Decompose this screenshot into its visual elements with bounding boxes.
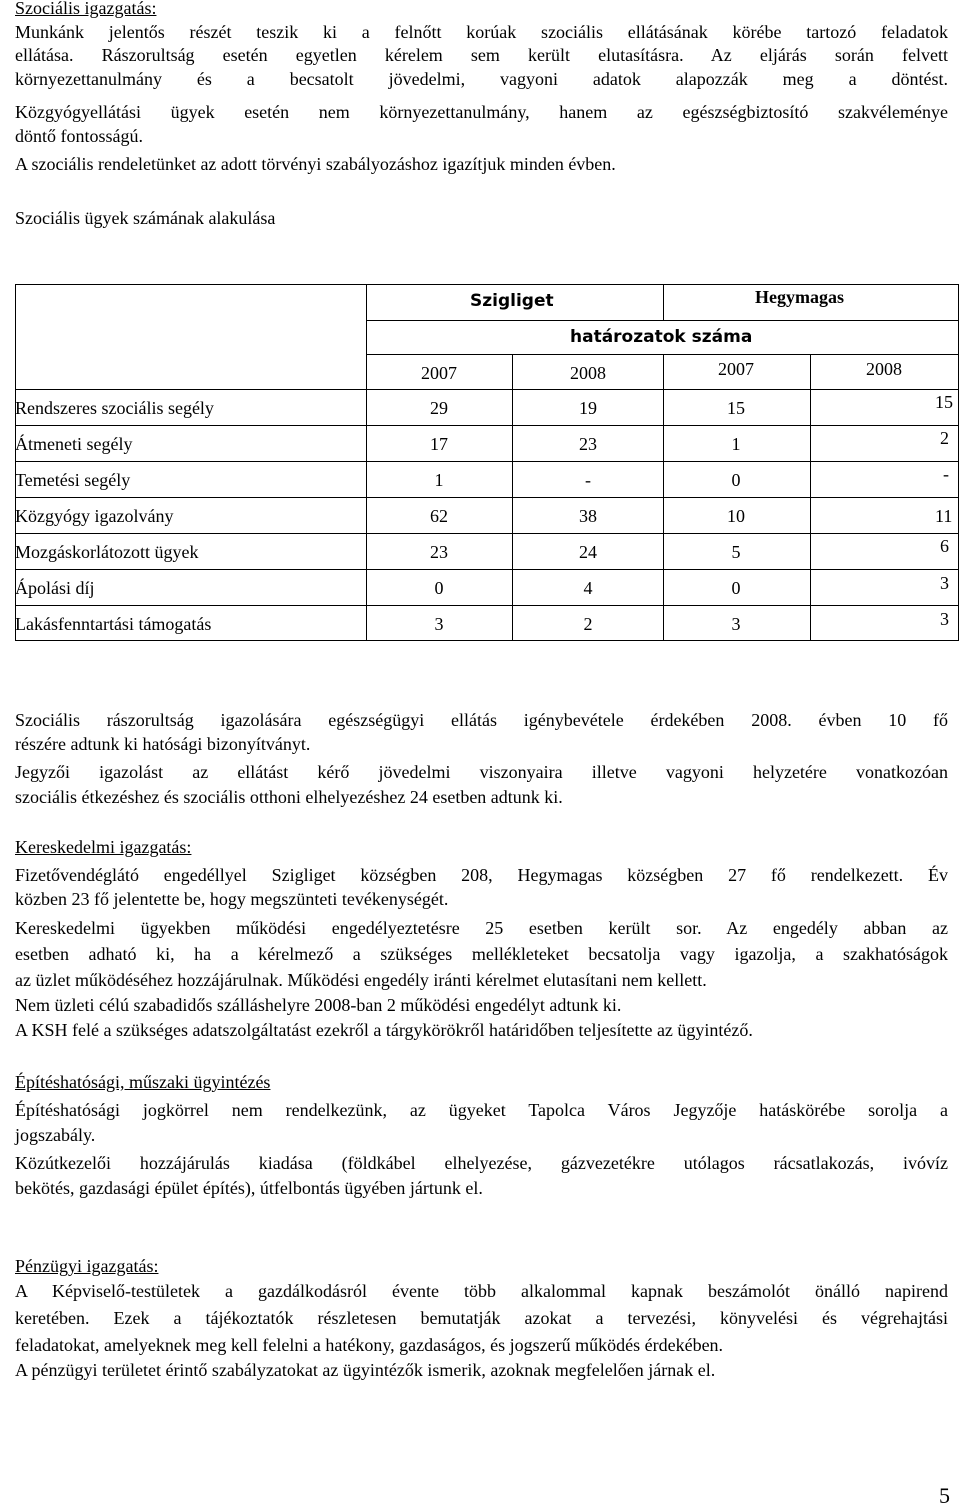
table-title: Szociális ügyek számának alakulása: [15, 208, 276, 228]
table-rule: [15, 605, 959, 606]
paragraph-line: szociális étkezéshez és szociális otthoni elhelyezéshez 24 esetben adtunk ki.: [15, 787, 563, 807]
paragraph-line: A szociális rendeletünket az adott törvényi szabályozáshoz igazítjuk minden évben.: [15, 154, 616, 174]
section-heading-penzugyi: Pénzügyi igazgatás:: [15, 1256, 159, 1276]
year-header: 2007: [421, 363, 457, 383]
row-label: Rendszeres szociális segély: [15, 398, 214, 418]
paragraph-line: keretében. Ezek a tájékoztatók részletesen bemutatják azokat a tervezési, könyvelési és végrehajtási: [15, 1308, 948, 1328]
paragraph-line: bekötés, gazdasági épület építés), útfelbontás ügyében jártunk el.: [15, 1178, 483, 1198]
table-cell: 15: [727, 398, 745, 418]
paragraph-line: közben 23 fő jelentette be, hogy megszünteti tevékenységét.: [15, 889, 449, 909]
row-label: Ápolási díj: [15, 578, 95, 598]
table-cell: 38: [579, 506, 597, 526]
paragraph-line: Munkánk jelentős részét teszik ki a felnőtt korúak szociális ellátásának körébe tartozó feladatok: [15, 22, 948, 42]
table-rule: [366, 354, 959, 355]
table-rule: [15, 461, 959, 462]
table-cell: 2: [583, 614, 593, 634]
table-cell: 62: [430, 506, 448, 526]
social-cases-table: [15, 284, 959, 642]
paragraph-line: döntő fontosságú.: [15, 126, 143, 146]
paragraph-line: Nem üzleti célú szabadidős szálláshelyre 2008-ban 2 működési engedélyt adtunk ki.: [15, 995, 622, 1015]
table-cell: 24: [579, 542, 597, 562]
table-cell: 0: [731, 470, 741, 490]
paragraph-line: A KSH felé a szükséges adatszolgáltatást ezekről a tárgykörökről határidőben teljesítette az ügyintéző.: [15, 1020, 753, 1040]
paragraph-line: Jegyzői igazolást az ellátást kérő jövedelmi viszonyaira illetve vagyoni helyzetére vonatkozóan: [15, 762, 948, 782]
table-rule: [15, 569, 959, 570]
table-rule: [15, 389, 959, 390]
row-label: Átmeneti segély: [15, 434, 133, 454]
table-cell: 11: [935, 506, 953, 526]
table-cell: 17: [430, 434, 448, 454]
table-cell: 3: [940, 573, 949, 593]
page-number: 5: [939, 1483, 950, 1508]
table-cell: 1: [731, 434, 741, 454]
table-cell: 10: [727, 506, 745, 526]
table-cell: 19: [579, 398, 597, 418]
table-cell: 23: [579, 434, 597, 454]
table-divider-group: [663, 284, 664, 321]
table-cell: 15: [935, 392, 953, 412]
row-label: Mozgáskorlátozott ügyek: [15, 542, 199, 562]
table-cell: 0: [434, 578, 444, 598]
table-cell: 0: [731, 578, 741, 598]
paragraph-line: Kereskedelmi ügyekben működési engedélyeztetésre 25 esetben került sor. Az engedély abban az: [15, 918, 948, 938]
table-border-top: [15, 284, 959, 285]
table-border-bottom: [15, 640, 959, 641]
row-label: Lakásfenntartási támogatás: [15, 614, 212, 634]
table-cell: 5: [731, 542, 741, 562]
table-cell: 3: [434, 614, 444, 634]
paragraph-line: feladatokat, amelyeknek meg kell felelni a hatékony, gazdaságos, és jogszerű működés érdekében.: [15, 1335, 724, 1355]
paragraph-line: esetben adható ki, ha a kérelmező a szükséges mellékleteket becsatolja vagy igazolja, a szakhatóságok: [15, 944, 948, 964]
table-rule: [15, 497, 959, 498]
table-cell: 29: [430, 398, 448, 418]
column-subheader: határozatok száma: [570, 327, 753, 347]
table-cell: 3: [731, 614, 741, 634]
table-rule: [366, 320, 959, 321]
section-heading-epitesi: Építéshatósági, műszaki ügyintézés: [15, 1072, 271, 1092]
paragraph-line: jogszabály.: [15, 1125, 96, 1145]
paragraph-line: Közgyógyellátási ügyek esetén nem környezettanulmány, hanem az egészségbiztosító szakvéleménye: [15, 102, 948, 122]
column-group-hegymagas: Hegymagas: [755, 287, 844, 307]
section-heading-kereskedelmi: Kereskedelmi igazgatás:: [15, 837, 192, 857]
table-rule: [15, 425, 959, 426]
table-cell: 6: [940, 536, 949, 556]
paragraph-line: Építéshatósági jogkörrel nem rendelkezünk, az ügyeket Tapolca Város Jegyzője hatáskörébe sorolja a: [15, 1100, 948, 1120]
row-label: Temetési segély: [15, 470, 131, 490]
column-group-szigliget: Szigliget: [470, 291, 554, 311]
table-cell: 23: [430, 542, 448, 562]
paragraph-line: A pénzügyi területet érintő szabályzatokat az ügyintézők ismerik, azoknak megfelelően járnak el.: [15, 1360, 716, 1380]
table-rule: [15, 533, 959, 534]
paragraph-line: az üzlet működéséhez hozzájárulnak. Működési engedély iránti kérelmet elutasítani nem kellett.: [15, 970, 707, 990]
table-border-right: [958, 284, 959, 641]
paragraph-line: A Képviselő-testületek a gazdálkodásról évente több alkalommal kapnak beszámolót önálló napirend: [15, 1281, 948, 1301]
table-cell: 1: [434, 470, 444, 490]
year-header: 2007: [718, 359, 754, 379]
table-cell: 4: [583, 578, 593, 598]
year-header: 2008: [570, 363, 606, 383]
year-header: 2008: [866, 359, 902, 379]
section-heading-szocialis: Szociális igazgatás:: [15, 0, 157, 18]
paragraph-line: részére adtunk ki hatósági bizonyítványt.: [15, 734, 311, 754]
paragraph-line: környezettanulmány és a becsatolt jövedelmi, vagyoni adatok alapozzák meg a döntést.: [15, 69, 948, 89]
paragraph-line: Fizetővendéglátó engedéllyel Szigliget községben 208, Hegymagas községben 27 fő rendelkezett. Év: [15, 865, 948, 885]
table-cell: 3: [940, 609, 949, 629]
paragraph-line: ellátása. Rászorultság esetén egyetlen kérelem sem került elutasításra. Az eljárás során felvett: [15, 45, 948, 65]
row-label: Közgyógy igazolvány: [15, 506, 174, 526]
table-cell: -: [585, 470, 591, 490]
table-cell: 2: [940, 428, 949, 448]
paragraph-line: Közútkezelői hozzájárulás kiadása (földkábel elhelyezése, gázvezetékre utólagos rácsatlakozás, ivóvíz: [15, 1153, 948, 1173]
table-cell: -: [943, 464, 949, 484]
paragraph-line: Szociális rászorultság igazolására egészségügyi ellátás igénybevétele érdekében 2008. évben 10 fő: [15, 710, 948, 730]
